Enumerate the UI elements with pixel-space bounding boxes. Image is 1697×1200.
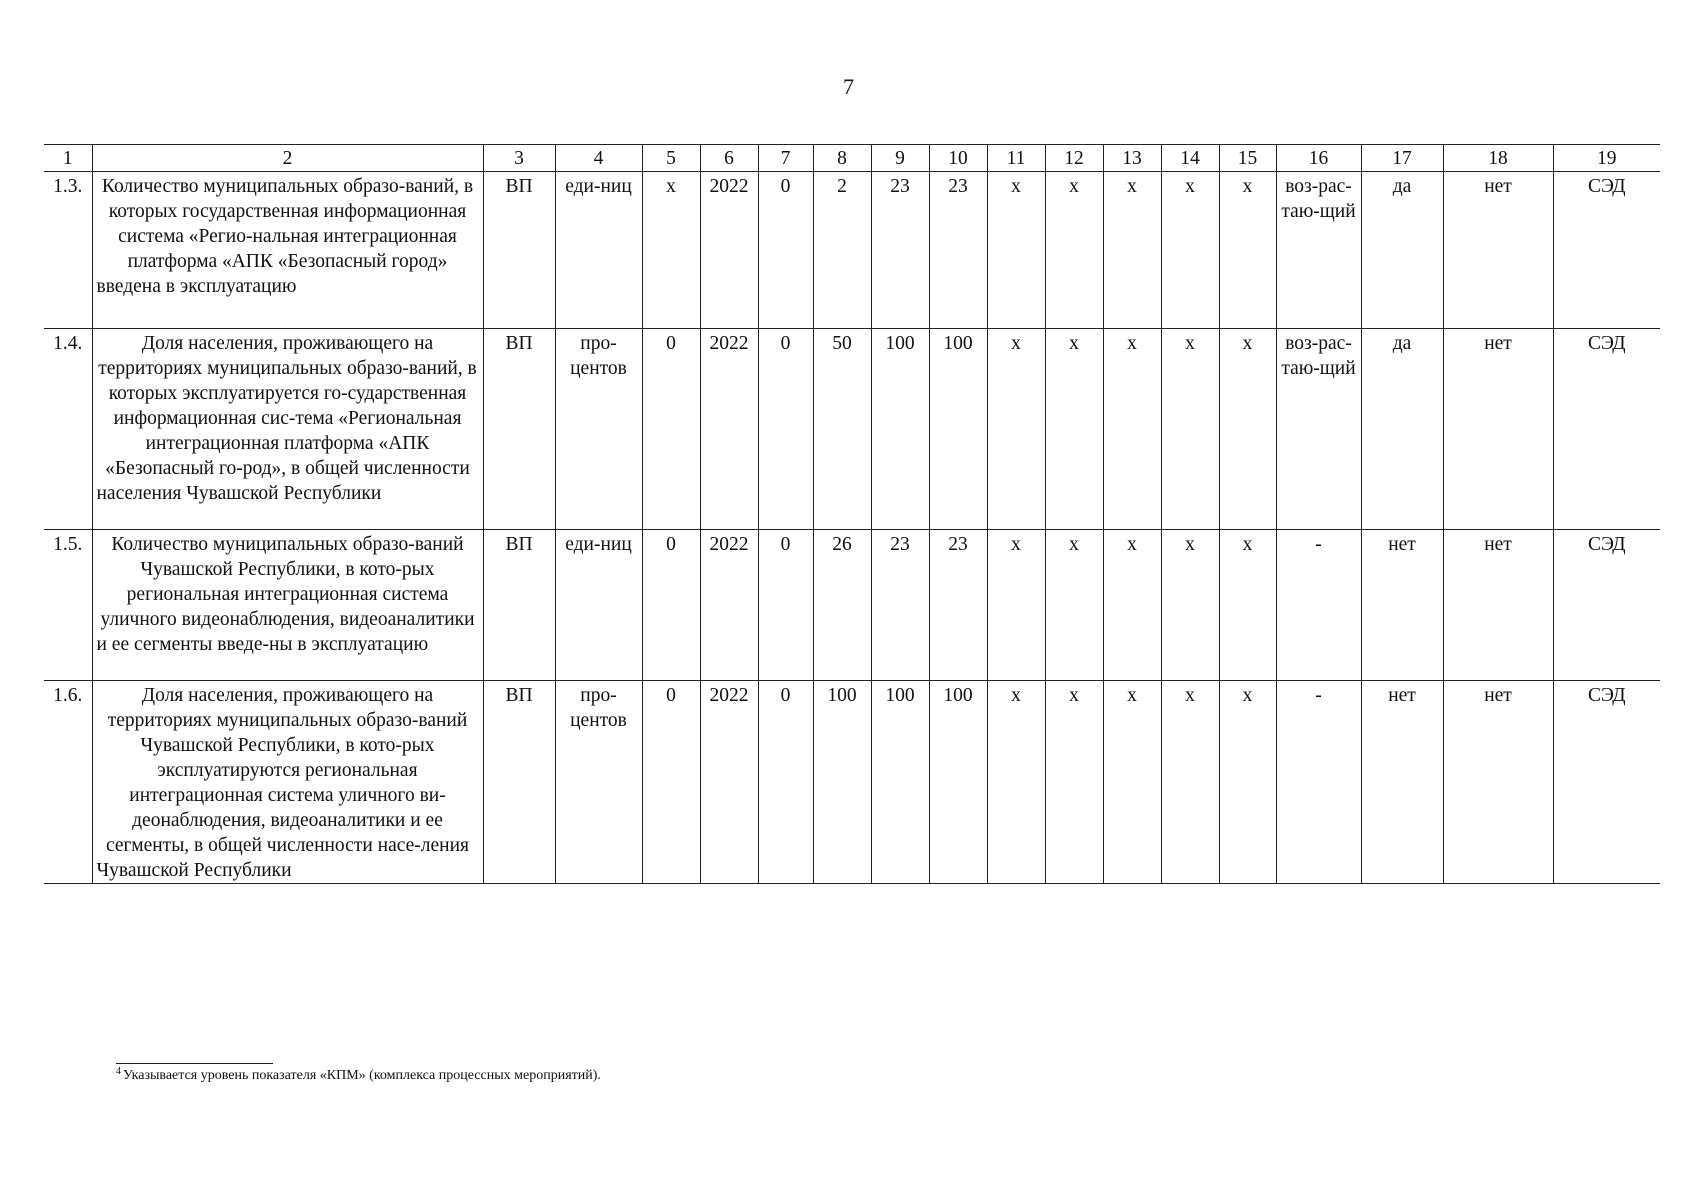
table-cell: нет <box>1361 681 1443 884</box>
table-cell: СЭД <box>1553 681 1660 884</box>
table-cell: еди-ниц <box>555 530 642 681</box>
footnote-marker: 4 <box>116 1066 121 1077</box>
column-header: 17 <box>1361 145 1443 172</box>
table-cell: СЭД <box>1553 172 1660 329</box>
table-cell: - <box>1276 530 1361 681</box>
table-cell: х <box>1219 172 1276 329</box>
table-cell: 0 <box>758 329 813 530</box>
table-row <box>44 329 1660 530</box>
footnote <box>116 1068 601 1084</box>
table-cell: ВП <box>483 172 555 329</box>
table-cell: 50 <box>813 329 871 530</box>
column-header: 16 <box>1276 145 1361 172</box>
table-cell: 0 <box>758 530 813 681</box>
column-header: 9 <box>871 145 929 172</box>
table-cell: х <box>1161 329 1219 530</box>
table-cell: СЭД <box>1553 329 1660 530</box>
table-cell: 100 <box>871 329 929 530</box>
table-cell: про-центов <box>555 681 642 884</box>
column-header: 10 <box>929 145 987 172</box>
table-cell: 2022 <box>700 172 758 329</box>
table-cell: 23 <box>929 530 987 681</box>
table-cell: 100 <box>929 329 987 530</box>
footnote-separator <box>116 1063 273 1064</box>
column-header: 3 <box>483 145 555 172</box>
indicator-name: Количество муниципальных образо-ваний Чувашской Республики, в кото-рых региональная интеграционная система уличного видеонаблюдения, видеоаналитики и ее сегменты введе-ны в эксплуатацию <box>92 530 483 681</box>
table-row <box>44 172 1660 329</box>
table-cell: х <box>642 172 700 329</box>
table-cell: х <box>1103 530 1161 681</box>
table-cell: х <box>987 681 1045 884</box>
column-header: 7 <box>758 145 813 172</box>
table-cell: - <box>1276 681 1361 884</box>
column-header: 12 <box>1045 145 1103 172</box>
table-header-row <box>44 145 1660 172</box>
table-cell: еди-ниц <box>555 172 642 329</box>
table-cell: СЭД <box>1553 530 1660 681</box>
table-cell: 100 <box>813 681 871 884</box>
table-cell: х <box>1161 681 1219 884</box>
table-cell: нет <box>1443 172 1553 329</box>
column-header: 11 <box>987 145 1045 172</box>
table-cell: х <box>1219 530 1276 681</box>
table-cell: 23 <box>871 172 929 329</box>
table-cell: 2 <box>813 172 871 329</box>
table-cell: х <box>987 172 1045 329</box>
table-cell: х <box>987 530 1045 681</box>
table-cell: нет <box>1361 530 1443 681</box>
table-cell: х <box>1161 172 1219 329</box>
table-cell: нет <box>1443 329 1553 530</box>
table-row <box>44 530 1660 681</box>
table-cell: 0 <box>642 329 700 530</box>
table-cell: 26 <box>813 530 871 681</box>
table-cell: 23 <box>929 172 987 329</box>
table-cell: х <box>1045 172 1103 329</box>
table-cell: 2022 <box>700 681 758 884</box>
page-number: 7 <box>843 74 854 99</box>
table-cell: х <box>1045 681 1103 884</box>
table-cell: х <box>1045 329 1103 530</box>
indicators-table <box>44 144 1660 884</box>
row-number: 1.4. <box>44 329 92 530</box>
table-cell: воз-рас-таю-щий <box>1276 329 1361 530</box>
column-header: 2 <box>92 145 483 172</box>
table-cell: воз-рас-таю-щий <box>1276 172 1361 329</box>
table-cell: 100 <box>929 681 987 884</box>
table-row <box>44 681 1660 884</box>
table-cell: ВП <box>483 681 555 884</box>
table-cell: х <box>1103 329 1161 530</box>
table-cell: х <box>1161 530 1219 681</box>
table-cell: нет <box>1443 530 1553 681</box>
table-cell: да <box>1361 172 1443 329</box>
table-cell: х <box>1045 530 1103 681</box>
table-cell: 0 <box>642 681 700 884</box>
footnote-text: Указывается уровень показателя «КПМ» (комплекса процессных мероприятий). <box>123 1068 601 1083</box>
row-number: 1.6. <box>44 681 92 884</box>
table-cell: х <box>1219 329 1276 530</box>
table-cell: 2022 <box>700 329 758 530</box>
column-header: 8 <box>813 145 871 172</box>
table-cell: х <box>1103 681 1161 884</box>
table-cell: нет <box>1443 681 1553 884</box>
table-cell: 0 <box>758 172 813 329</box>
table-cell: 0 <box>758 681 813 884</box>
table-cell: 0 <box>642 530 700 681</box>
column-header: 5 <box>642 145 700 172</box>
column-header: 19 <box>1553 145 1660 172</box>
table-cell: 100 <box>871 681 929 884</box>
table-cell: 23 <box>871 530 929 681</box>
table-cell: 2022 <box>700 530 758 681</box>
column-header: 1 <box>44 145 92 172</box>
column-header: 18 <box>1443 145 1553 172</box>
table-cell: ВП <box>483 329 555 530</box>
indicator-name: Количество муниципальных образо-ваний, в которых государственная информационная система «Регио-нальная интеграционная платформа «АПК «Безопасный город» введена в эксплуатацию <box>92 172 483 329</box>
table-cell: да <box>1361 329 1443 530</box>
row-number: 1.5. <box>44 530 92 681</box>
column-header: 4 <box>555 145 642 172</box>
indicator-name: Доля населения, проживающего на территориях муниципальных образо-ваний, в которых эксплуатируется го-сударственная информационная сис-тема «Региональная интеграционная платформа «АПК «Безопасный го-род», в общей численности населения Чувашской Республики <box>92 329 483 530</box>
table-cell: х <box>1103 172 1161 329</box>
column-header: 14 <box>1161 145 1219 172</box>
column-header: 13 <box>1103 145 1161 172</box>
column-header: 15 <box>1219 145 1276 172</box>
table-cell: х <box>1219 681 1276 884</box>
row-number: 1.3. <box>44 172 92 329</box>
indicator-name: Доля населения, проживающего на территориях муниципальных образо-ваний Чувашской Республики, в кото-рых эксплуатируются региональная интеграционная система уличного ви-деонаблюдения, видеоаналитики и ее сегменты, в общей численности насе-ления Чувашской Республики <box>92 681 483 884</box>
column-header: 6 <box>700 145 758 172</box>
table-cell: про-центов <box>555 329 642 530</box>
table-cell: х <box>987 329 1045 530</box>
table-cell: ВП <box>483 530 555 681</box>
